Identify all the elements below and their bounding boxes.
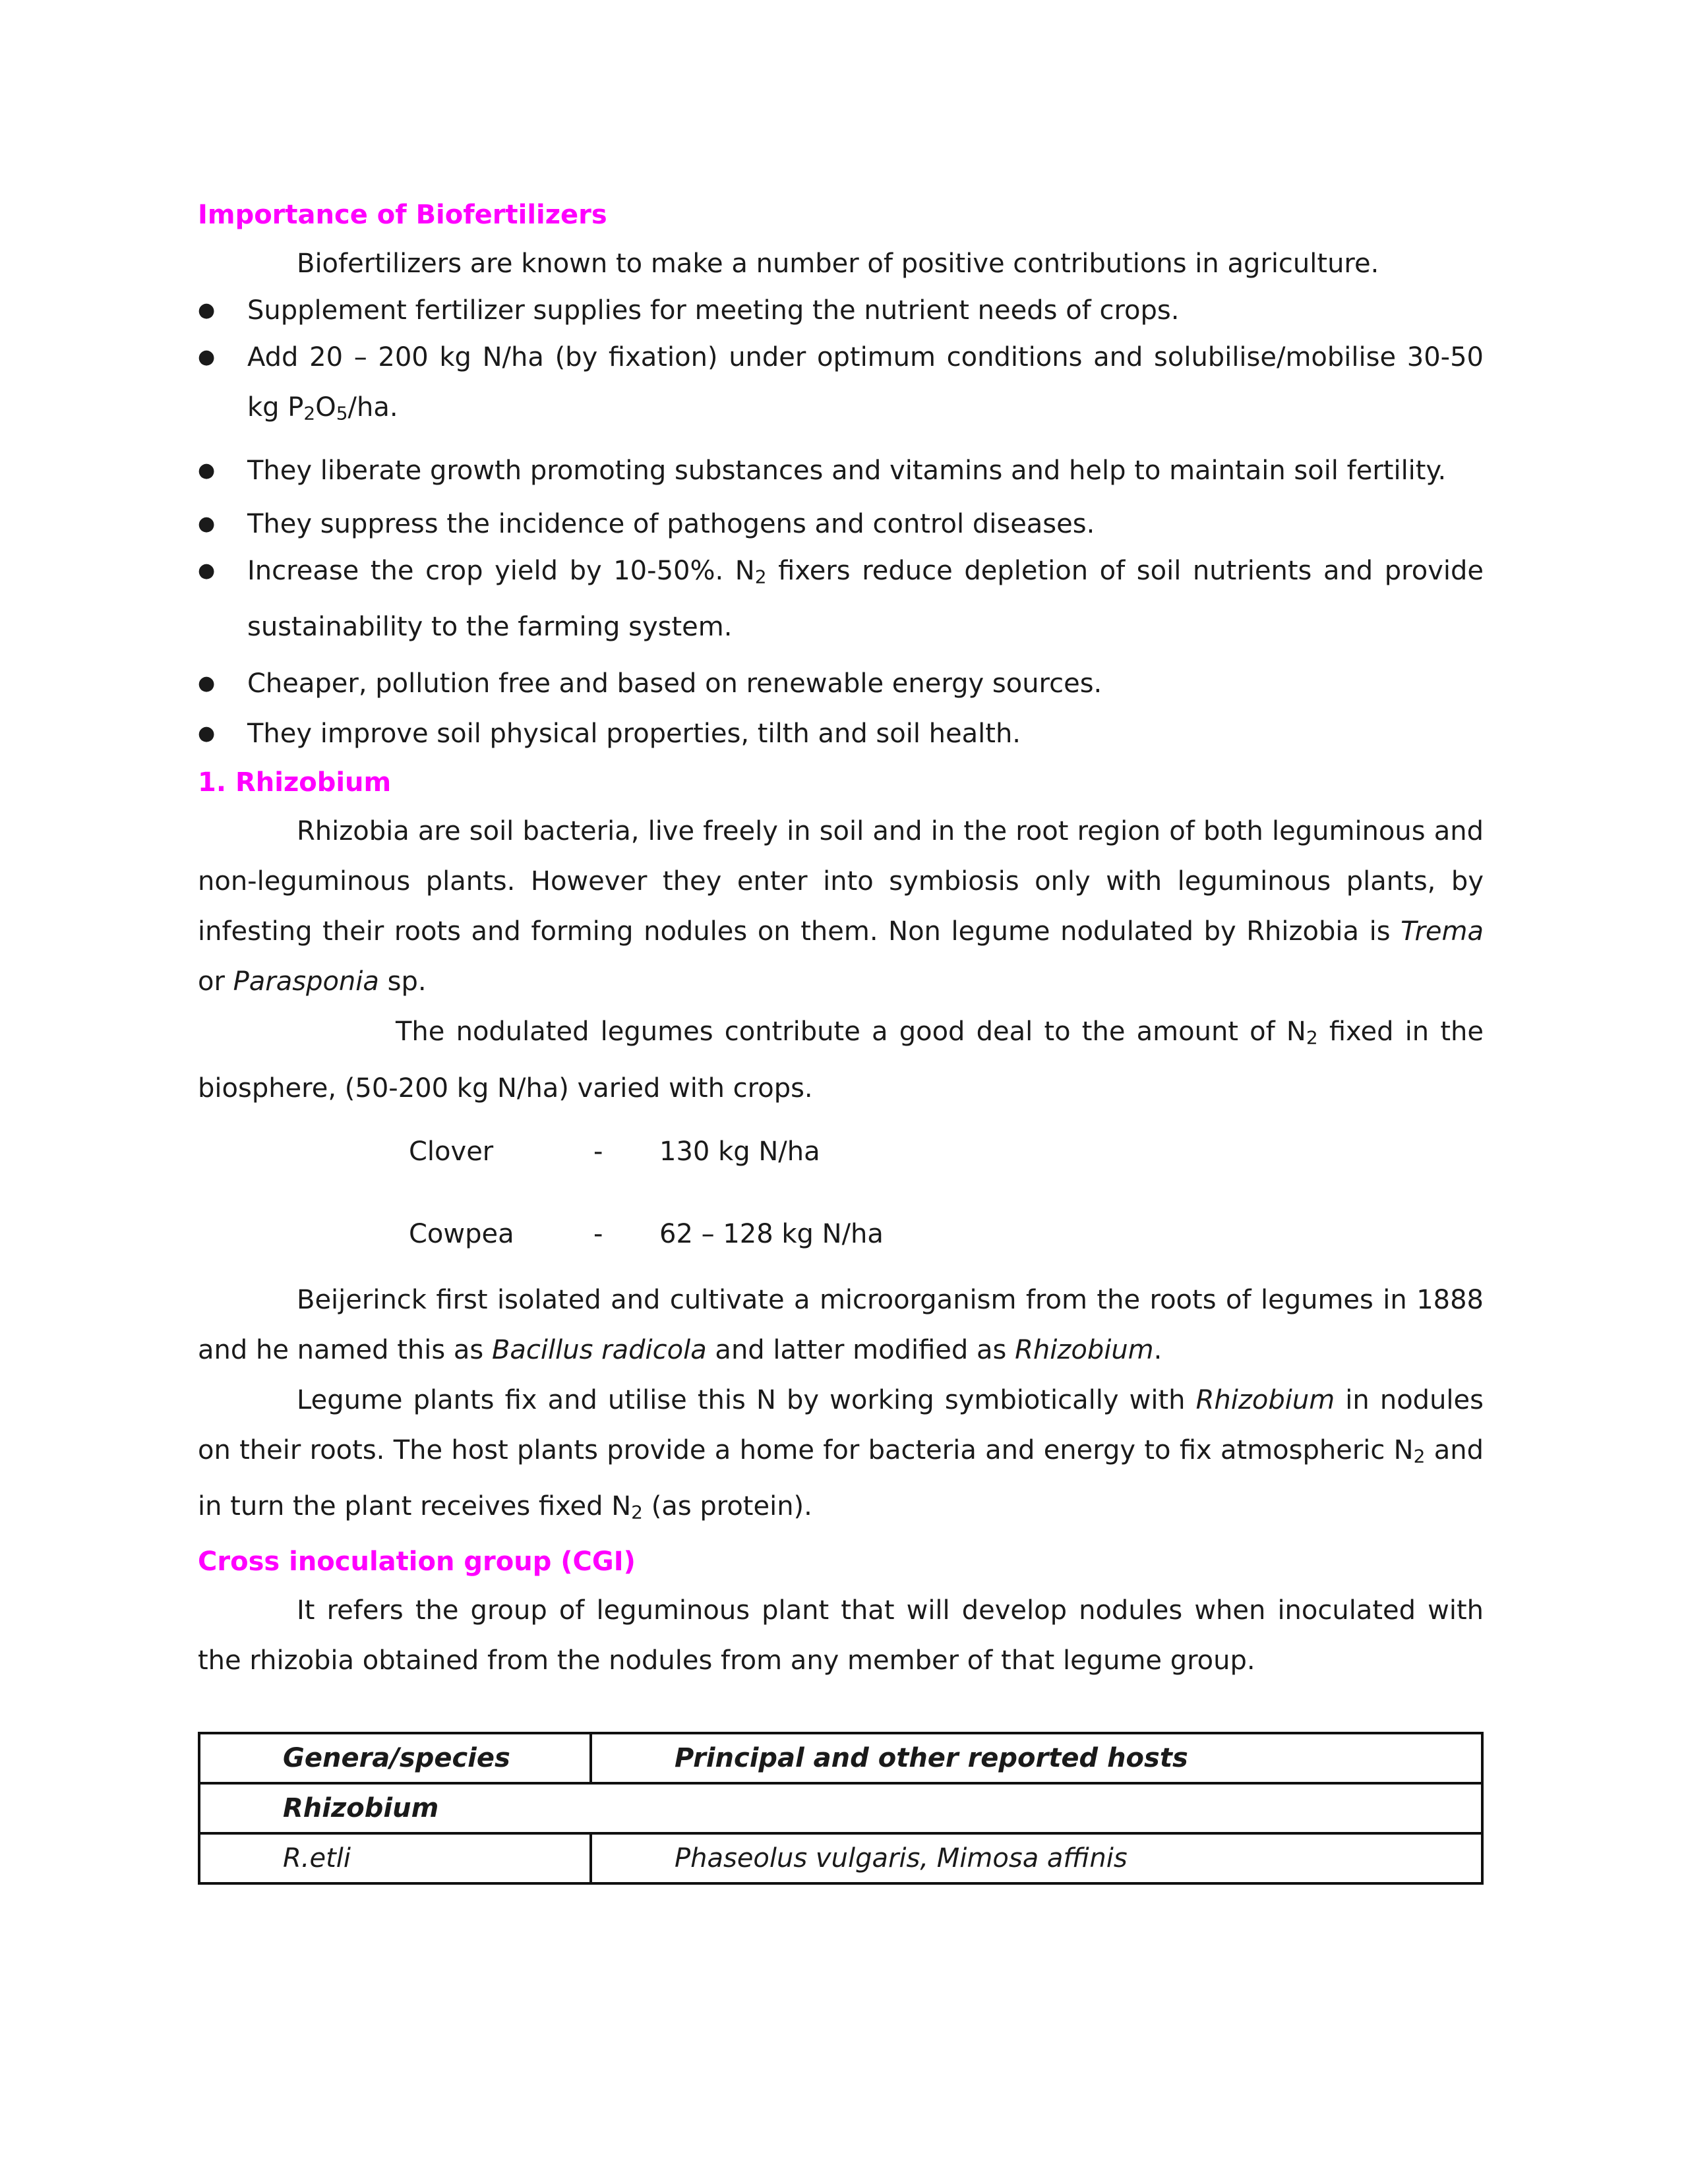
bullet-icon: ● [198, 299, 216, 322]
bullet-icon: ● [198, 672, 216, 695]
table-header-row [199, 1733, 1482, 1783]
yield-row [409, 1209, 1484, 1268]
yield-row [409, 1127, 1484, 1209]
table-row [199, 1833, 1482, 1883]
bullet-item: ● They improve soil physical properties, tilth and soil health. [198, 709, 1484, 759]
rhizobium-heading: 1. Rhizobium [198, 767, 392, 798]
bullet-item: ● Add 20 – 200 kg N/ha (by fixation) under optimum conditions and solubilise/mobilise 30-50 kg $P_2O_5/ha$. [198, 332, 1484, 439]
cgi-paragraph: It refers the group of leguminous plant that will develop nodules when inoculated with the rhizobia obtained from the nodules from any member of that legume group. [198, 1595, 1484, 1676]
table-header-cell: Genera/species [199, 1733, 591, 1783]
bullet-icon: ● [198, 722, 216, 746]
bullet-item: ● Cheaper, pollution free and based on renewable energy sources. [198, 659, 1484, 709]
bullet-item: ● Increase the crop yield by 10-50%. $N_2$ fixers reduce depletion of soil nutrients and provide sustainability to the farming system. [198, 546, 1484, 653]
yield-dash: - [593, 1218, 603, 1249]
rhizobium-paragraph-1: Rhizobia are soil bacteria, live freely in soil and in the root region of both leguminous and non-leguminous plants. However they enter into symbiosis only with leguminous plants, by infesting their roots and forming nodules on them. Non legume nodulated by Rhizobia is Trema or Parasponia sp. [198, 816, 1484, 997]
cgi-table [198, 1732, 1484, 1885]
document-page [198, 191, 1484, 1885]
table-group-cell: Rhizobium [199, 1783, 1482, 1833]
rhizobium-paragraph-4: Legume plants fix and utilise this N by working symbiotically with Rhizobium in nodules on their roots. The host plants provide a home for bacteria and energy to fix atmospheric $N_2$ and in turn the plant receives fixed $N_2$ (as protein). [198, 1384, 1484, 1523]
yield-dash: - [593, 1136, 603, 1167]
yield-value: 62 – 128 kg N/ha [659, 1218, 884, 1249]
rhizobium-paragraph-2: The nodulated legumes contribute a good deal to the amount of $N_2$ fixed in the biosphere, (50-200 kg N/ha) varied with crops. [198, 1017, 1484, 1104]
bullet-icon: ● [198, 558, 216, 582]
cgi-heading: Cross inoculation group (CGI) [198, 1546, 636, 1577]
yield-list [409, 1127, 1484, 1268]
bullet-icon: ● [198, 512, 216, 535]
bullet-icon: ● [198, 458, 216, 482]
yield-value: 130 kg N/ha [659, 1136, 820, 1167]
table-cell-species: R.etli [199, 1833, 591, 1883]
table-group-row [199, 1783, 1482, 1833]
importance-heading: Importance of Biofertilizers [198, 200, 607, 230]
bullet-item: ● Supplement fertilizer supplies for meeting the nutrient needs of crops. [198, 289, 1484, 332]
rhizobium-paragraph-3: Beijerinck first isolated and cultivate a microorganism from the roots of legumes in 1888 and he named this as Bacillus radicola and latter modified as Rhizobium. [198, 1284, 1484, 1365]
table-header-cell: Principal and other reported hosts [591, 1733, 1482, 1783]
bullet-item: ● They suppress the incidence of pathogens and control diseases. [198, 502, 1484, 546]
table-cell-hosts: Phaseolus vulgaris, Mimosa affinis [591, 1833, 1482, 1883]
importance-bullet-list [198, 289, 1484, 759]
bullet-icon: ● [198, 345, 216, 369]
bullet-item: ● They liberate growth promoting substances and vitamins and help to maintain soil fertility. [198, 446, 1484, 496]
yield-crop: Cowpea [409, 1218, 514, 1249]
importance-intro: Biofertilizers are known to make a number of positive contributions in agriculture. [297, 249, 1379, 279]
yield-crop: Clover [409, 1136, 494, 1167]
